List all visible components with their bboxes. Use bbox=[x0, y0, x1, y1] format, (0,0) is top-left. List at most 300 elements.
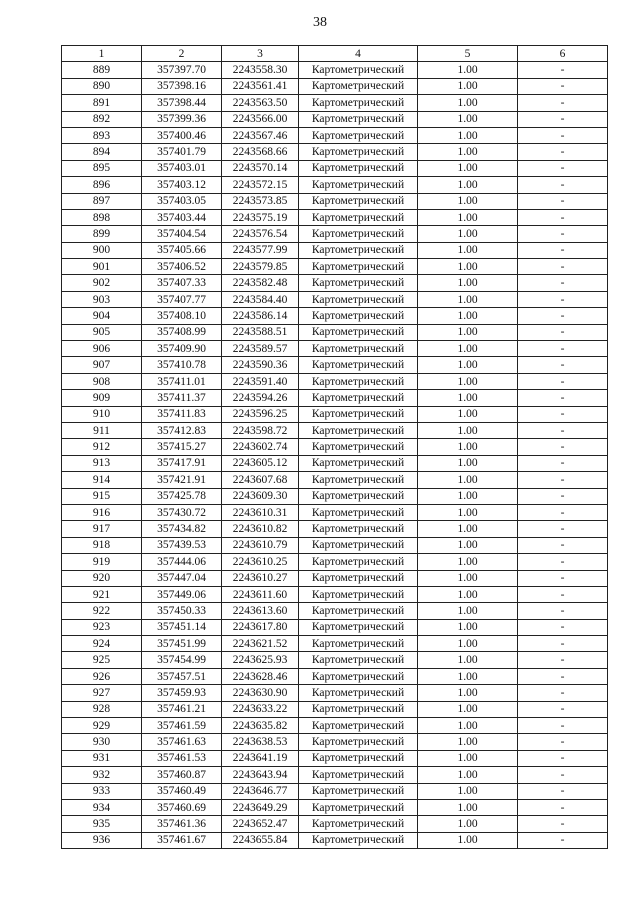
accuracy-cell: 1.00 bbox=[418, 636, 518, 652]
method-cell: Картометрический bbox=[299, 619, 418, 635]
accuracy-cell: 1.00 bbox=[418, 127, 518, 143]
note-cell: - bbox=[518, 177, 608, 193]
y-coordinate-cell: 2243572.15 bbox=[222, 177, 299, 193]
note-cell: - bbox=[518, 603, 608, 619]
accuracy-cell: 1.00 bbox=[418, 95, 518, 111]
table-row bbox=[62, 373, 608, 389]
y-coordinate-cell: 2243605.12 bbox=[222, 455, 299, 471]
table-header bbox=[62, 46, 608, 62]
y-coordinate-cell: 2243561.41 bbox=[222, 78, 299, 94]
method-cell: Картометрический bbox=[299, 636, 418, 652]
point-number-cell: 904 bbox=[62, 308, 142, 324]
y-coordinate-cell: 2243602.74 bbox=[222, 439, 299, 455]
note-cell: - bbox=[518, 62, 608, 78]
accuracy-cell: 1.00 bbox=[418, 291, 518, 307]
point-number-cell: 930 bbox=[62, 734, 142, 750]
note-cell: - bbox=[518, 259, 608, 275]
point-number-cell: 933 bbox=[62, 783, 142, 799]
point-number-cell: 900 bbox=[62, 242, 142, 258]
x-coordinate-cell: 357397.70 bbox=[142, 62, 222, 78]
method-cell: Картометрический bbox=[299, 455, 418, 471]
method-cell: Картометрический bbox=[299, 422, 418, 438]
method-cell: Картометрический bbox=[299, 799, 418, 815]
x-coordinate-cell: 357407.77 bbox=[142, 291, 222, 307]
accuracy-cell: 1.00 bbox=[418, 177, 518, 193]
method-cell: Картометрический bbox=[299, 291, 418, 307]
y-coordinate-cell: 2243584.40 bbox=[222, 291, 299, 307]
x-coordinate-cell: 357403.01 bbox=[142, 160, 222, 176]
x-coordinate-cell: 357405.66 bbox=[142, 242, 222, 258]
note-cell: - bbox=[518, 816, 608, 832]
note-cell: - bbox=[518, 209, 608, 225]
y-coordinate-cell: 2243641.19 bbox=[222, 750, 299, 766]
point-number-cell: 923 bbox=[62, 619, 142, 635]
point-number-cell: 899 bbox=[62, 226, 142, 242]
y-coordinate-cell: 2243590.36 bbox=[222, 357, 299, 373]
accuracy-cell: 1.00 bbox=[418, 701, 518, 717]
method-cell: Картометрический bbox=[299, 537, 418, 553]
method-cell: Картометрический bbox=[299, 603, 418, 619]
method-cell: Картометрический bbox=[299, 750, 418, 766]
method-cell: Картометрический bbox=[299, 488, 418, 504]
accuracy-cell: 1.00 bbox=[418, 619, 518, 635]
table-row bbox=[62, 242, 608, 258]
note-cell: - bbox=[518, 537, 608, 553]
x-coordinate-cell: 357461.21 bbox=[142, 701, 222, 717]
x-coordinate-cell: 357415.27 bbox=[142, 439, 222, 455]
table-row bbox=[62, 685, 608, 701]
x-coordinate-cell: 357444.06 bbox=[142, 554, 222, 570]
table-row bbox=[62, 144, 608, 160]
method-cell: Картометрический bbox=[299, 472, 418, 488]
note-cell: - bbox=[518, 799, 608, 815]
point-number-cell: 892 bbox=[62, 111, 142, 127]
x-coordinate-cell: 357412.83 bbox=[142, 422, 222, 438]
point-number-cell: 910 bbox=[62, 406, 142, 422]
method-cell: Картометрический bbox=[299, 111, 418, 127]
point-number-cell: 894 bbox=[62, 144, 142, 160]
y-coordinate-cell: 2243621.52 bbox=[222, 636, 299, 652]
x-coordinate-cell: 357449.06 bbox=[142, 586, 222, 602]
y-coordinate-cell: 2243646.77 bbox=[222, 783, 299, 799]
accuracy-cell: 1.00 bbox=[418, 373, 518, 389]
y-coordinate-cell: 2243567.46 bbox=[222, 127, 299, 143]
x-coordinate-cell: 357400.46 bbox=[142, 127, 222, 143]
accuracy-cell: 1.00 bbox=[418, 472, 518, 488]
accuracy-cell: 1.00 bbox=[418, 78, 518, 94]
x-coordinate-cell: 357408.99 bbox=[142, 324, 222, 340]
table-row bbox=[62, 422, 608, 438]
y-coordinate-cell: 2243582.48 bbox=[222, 275, 299, 291]
method-cell: Картометрический bbox=[299, 275, 418, 291]
point-number-cell: 935 bbox=[62, 816, 142, 832]
table-row bbox=[62, 177, 608, 193]
note-cell: - bbox=[518, 701, 608, 717]
accuracy-cell: 1.00 bbox=[418, 406, 518, 422]
table-row bbox=[62, 439, 608, 455]
note-cell: - bbox=[518, 308, 608, 324]
y-coordinate-cell: 2243638.53 bbox=[222, 734, 299, 750]
table-row bbox=[62, 619, 608, 635]
point-number-cell: 934 bbox=[62, 799, 142, 815]
note-cell: - bbox=[518, 734, 608, 750]
table-row bbox=[62, 734, 608, 750]
accuracy-cell: 1.00 bbox=[418, 603, 518, 619]
x-coordinate-cell: 357403.44 bbox=[142, 209, 222, 225]
method-cell: Картометрический bbox=[299, 406, 418, 422]
point-number-cell: 928 bbox=[62, 701, 142, 717]
table-row bbox=[62, 308, 608, 324]
point-number-cell: 931 bbox=[62, 750, 142, 766]
method-cell: Картометрический bbox=[299, 242, 418, 258]
table-row bbox=[62, 799, 608, 815]
note-cell: - bbox=[518, 750, 608, 766]
table-row bbox=[62, 816, 608, 832]
note-cell: - bbox=[518, 504, 608, 520]
page-number: 38 bbox=[313, 15, 327, 30]
method-cell: Картометрический bbox=[299, 144, 418, 160]
method-cell: Картометрический bbox=[299, 160, 418, 176]
method-cell: Картометрический bbox=[299, 193, 418, 209]
note-cell: - bbox=[518, 357, 608, 373]
method-cell: Картометрический bbox=[299, 78, 418, 94]
table-row bbox=[62, 701, 608, 717]
note-cell: - bbox=[518, 472, 608, 488]
x-coordinate-cell: 357461.63 bbox=[142, 734, 222, 750]
table-row bbox=[62, 259, 608, 275]
note-cell: - bbox=[518, 341, 608, 357]
x-coordinate-cell: 357408.10 bbox=[142, 308, 222, 324]
y-coordinate-cell: 2243643.94 bbox=[222, 767, 299, 783]
accuracy-cell: 1.00 bbox=[418, 537, 518, 553]
note-cell: - bbox=[518, 685, 608, 701]
header-row bbox=[62, 46, 608, 62]
y-coordinate-cell: 2243609.30 bbox=[222, 488, 299, 504]
y-coordinate-cell: 2243652.47 bbox=[222, 816, 299, 832]
point-number-cell: 924 bbox=[62, 636, 142, 652]
method-cell: Картометрический bbox=[299, 62, 418, 78]
method-cell: Картометрический bbox=[299, 226, 418, 242]
accuracy-cell: 1.00 bbox=[418, 242, 518, 258]
accuracy-cell: 1.00 bbox=[418, 111, 518, 127]
point-number-cell: 929 bbox=[62, 718, 142, 734]
table-row bbox=[62, 783, 608, 799]
method-cell: Картометрический bbox=[299, 586, 418, 602]
table-row bbox=[62, 95, 608, 111]
point-number-cell: 925 bbox=[62, 652, 142, 668]
accuracy-cell: 1.00 bbox=[418, 685, 518, 701]
method-cell: Картометрический bbox=[299, 816, 418, 832]
y-coordinate-cell: 2243598.72 bbox=[222, 422, 299, 438]
x-coordinate-cell: 357409.90 bbox=[142, 341, 222, 357]
y-coordinate-cell: 2243575.19 bbox=[222, 209, 299, 225]
x-coordinate-cell: 357454.99 bbox=[142, 652, 222, 668]
x-coordinate-cell: 357401.79 bbox=[142, 144, 222, 160]
method-cell: Картометрический bbox=[299, 652, 418, 668]
method-cell: Картометрический bbox=[299, 177, 418, 193]
table-row bbox=[62, 78, 608, 94]
note-cell: - bbox=[518, 275, 608, 291]
x-coordinate-cell: 357461.36 bbox=[142, 816, 222, 832]
x-coordinate-cell: 357460.69 bbox=[142, 799, 222, 815]
accuracy-cell: 1.00 bbox=[418, 521, 518, 537]
x-coordinate-cell: 357447.04 bbox=[142, 570, 222, 586]
x-coordinate-cell: 357411.37 bbox=[142, 390, 222, 406]
note-cell: - bbox=[518, 226, 608, 242]
note-cell: - bbox=[518, 521, 608, 537]
table-row bbox=[62, 472, 608, 488]
x-coordinate-cell: 357403.12 bbox=[142, 177, 222, 193]
accuracy-cell: 1.00 bbox=[418, 144, 518, 160]
point-number-cell: 918 bbox=[62, 537, 142, 553]
y-coordinate-cell: 2243570.14 bbox=[222, 160, 299, 176]
method-cell: Картометрический bbox=[299, 373, 418, 389]
table-row bbox=[62, 488, 608, 504]
point-number-cell: 927 bbox=[62, 685, 142, 701]
accuracy-cell: 1.00 bbox=[418, 718, 518, 734]
method-cell: Картометрический bbox=[299, 832, 418, 848]
accuracy-cell: 1.00 bbox=[418, 357, 518, 373]
y-coordinate-cell: 2243586.14 bbox=[222, 308, 299, 324]
y-coordinate-cell: 2243655.84 bbox=[222, 832, 299, 848]
table-row bbox=[62, 209, 608, 225]
point-number-cell: 936 bbox=[62, 832, 142, 848]
point-number-cell: 912 bbox=[62, 439, 142, 455]
note-cell: - bbox=[518, 406, 608, 422]
note-cell: - bbox=[518, 144, 608, 160]
accuracy-cell: 1.00 bbox=[418, 422, 518, 438]
point-number-cell: 932 bbox=[62, 767, 142, 783]
x-coordinate-cell: 357460.49 bbox=[142, 783, 222, 799]
point-number-cell: 889 bbox=[62, 62, 142, 78]
coordinates-table bbox=[61, 45, 608, 849]
column-header-5: 5 bbox=[418, 46, 518, 62]
method-cell: Картометрический bbox=[299, 718, 418, 734]
x-coordinate-cell: 357421.91 bbox=[142, 472, 222, 488]
column-header-3: 3 bbox=[222, 46, 299, 62]
x-coordinate-cell: 357411.83 bbox=[142, 406, 222, 422]
y-coordinate-cell: 2243589.57 bbox=[222, 341, 299, 357]
point-number-cell: 901 bbox=[62, 259, 142, 275]
y-coordinate-cell: 2243635.82 bbox=[222, 718, 299, 734]
accuracy-cell: 1.00 bbox=[418, 308, 518, 324]
accuracy-cell: 1.00 bbox=[418, 275, 518, 291]
accuracy-cell: 1.00 bbox=[418, 439, 518, 455]
point-number-cell: 906 bbox=[62, 341, 142, 357]
accuracy-cell: 1.00 bbox=[418, 160, 518, 176]
note-cell: - bbox=[518, 111, 608, 127]
note-cell: - bbox=[518, 767, 608, 783]
x-coordinate-cell: 357404.54 bbox=[142, 226, 222, 242]
table-body bbox=[62, 62, 608, 849]
note-cell: - bbox=[518, 439, 608, 455]
x-coordinate-cell: 357439.53 bbox=[142, 537, 222, 553]
y-coordinate-cell: 2243617.80 bbox=[222, 619, 299, 635]
accuracy-cell: 1.00 bbox=[418, 324, 518, 340]
x-coordinate-cell: 357430.72 bbox=[142, 504, 222, 520]
method-cell: Картометрический bbox=[299, 95, 418, 111]
accuracy-cell: 1.00 bbox=[418, 504, 518, 520]
method-cell: Картометрический bbox=[299, 259, 418, 275]
accuracy-cell: 1.00 bbox=[418, 62, 518, 78]
table-row bbox=[62, 718, 608, 734]
note-cell: - bbox=[518, 586, 608, 602]
note-cell: - bbox=[518, 160, 608, 176]
accuracy-cell: 1.00 bbox=[418, 209, 518, 225]
table-row bbox=[62, 357, 608, 373]
method-cell: Картометрический bbox=[299, 357, 418, 373]
x-coordinate-cell: 357425.78 bbox=[142, 488, 222, 504]
point-number-cell: 921 bbox=[62, 586, 142, 602]
note-cell: - bbox=[518, 291, 608, 307]
y-coordinate-cell: 2243633.22 bbox=[222, 701, 299, 717]
method-cell: Картометрический bbox=[299, 390, 418, 406]
y-coordinate-cell: 2243610.27 bbox=[222, 570, 299, 586]
y-coordinate-cell: 2243610.79 bbox=[222, 537, 299, 553]
point-number-cell: 926 bbox=[62, 668, 142, 684]
accuracy-cell: 1.00 bbox=[418, 832, 518, 848]
table-row bbox=[62, 193, 608, 209]
y-coordinate-cell: 2243610.31 bbox=[222, 504, 299, 520]
table-row bbox=[62, 554, 608, 570]
table-row bbox=[62, 406, 608, 422]
x-coordinate-cell: 357410.78 bbox=[142, 357, 222, 373]
method-cell: Картометрический bbox=[299, 701, 418, 717]
point-number-cell: 919 bbox=[62, 554, 142, 570]
x-coordinate-cell: 357417.91 bbox=[142, 455, 222, 471]
method-cell: Картометрический bbox=[299, 341, 418, 357]
point-number-cell: 897 bbox=[62, 193, 142, 209]
table-row bbox=[62, 570, 608, 586]
column-header-1: 1 bbox=[62, 46, 142, 62]
point-number-cell: 908 bbox=[62, 373, 142, 389]
method-cell: Картометрический bbox=[299, 127, 418, 143]
note-cell: - bbox=[518, 652, 608, 668]
table-row bbox=[62, 603, 608, 619]
point-number-cell: 922 bbox=[62, 603, 142, 619]
note-cell: - bbox=[518, 324, 608, 340]
x-coordinate-cell: 357451.14 bbox=[142, 619, 222, 635]
point-number-cell: 909 bbox=[62, 390, 142, 406]
table-row bbox=[62, 504, 608, 520]
note-cell: - bbox=[518, 668, 608, 684]
column-header-2: 2 bbox=[142, 46, 222, 62]
table-row bbox=[62, 455, 608, 471]
accuracy-cell: 1.00 bbox=[418, 554, 518, 570]
point-number-cell: 914 bbox=[62, 472, 142, 488]
table-row bbox=[62, 390, 608, 406]
point-number-cell: 896 bbox=[62, 177, 142, 193]
y-coordinate-cell: 2243610.25 bbox=[222, 554, 299, 570]
accuracy-cell: 1.00 bbox=[418, 783, 518, 799]
point-number-cell: 903 bbox=[62, 291, 142, 307]
note-cell: - bbox=[518, 488, 608, 504]
method-cell: Картометрический bbox=[299, 324, 418, 340]
x-coordinate-cell: 357399.36 bbox=[142, 111, 222, 127]
x-coordinate-cell: 357460.87 bbox=[142, 767, 222, 783]
y-coordinate-cell: 2243630.90 bbox=[222, 685, 299, 701]
y-coordinate-cell: 2243625.93 bbox=[222, 652, 299, 668]
note-cell: - bbox=[518, 718, 608, 734]
y-coordinate-cell: 2243649.29 bbox=[222, 799, 299, 815]
point-number-cell: 920 bbox=[62, 570, 142, 586]
table-row bbox=[62, 537, 608, 553]
table-row bbox=[62, 324, 608, 340]
method-cell: Картометрический bbox=[299, 504, 418, 520]
method-cell: Картометрический bbox=[299, 685, 418, 701]
y-coordinate-cell: 2243607.68 bbox=[222, 472, 299, 488]
x-coordinate-cell: 357451.99 bbox=[142, 636, 222, 652]
table-row bbox=[62, 226, 608, 242]
method-cell: Картометрический bbox=[299, 570, 418, 586]
point-number-cell: 913 bbox=[62, 455, 142, 471]
y-coordinate-cell: 2243613.60 bbox=[222, 603, 299, 619]
method-cell: Картометрический bbox=[299, 767, 418, 783]
point-number-cell: 916 bbox=[62, 504, 142, 520]
y-coordinate-cell: 2243594.26 bbox=[222, 390, 299, 406]
column-header-4: 4 bbox=[299, 46, 418, 62]
y-coordinate-cell: 2243573.85 bbox=[222, 193, 299, 209]
note-cell: - bbox=[518, 554, 608, 570]
y-coordinate-cell: 2243611.60 bbox=[222, 586, 299, 602]
accuracy-cell: 1.00 bbox=[418, 488, 518, 504]
table-row bbox=[62, 832, 608, 848]
x-coordinate-cell: 357406.52 bbox=[142, 259, 222, 275]
note-cell: - bbox=[518, 193, 608, 209]
x-coordinate-cell: 357398.44 bbox=[142, 95, 222, 111]
note-cell: - bbox=[518, 78, 608, 94]
x-coordinate-cell: 357461.59 bbox=[142, 718, 222, 734]
accuracy-cell: 1.00 bbox=[418, 341, 518, 357]
point-number-cell: 891 bbox=[62, 95, 142, 111]
accuracy-cell: 1.00 bbox=[418, 668, 518, 684]
point-number-cell: 890 bbox=[62, 78, 142, 94]
x-coordinate-cell: 357434.82 bbox=[142, 521, 222, 537]
point-number-cell: 905 bbox=[62, 324, 142, 340]
accuracy-cell: 1.00 bbox=[418, 226, 518, 242]
y-coordinate-cell: 2243591.40 bbox=[222, 373, 299, 389]
accuracy-cell: 1.00 bbox=[418, 570, 518, 586]
table-row bbox=[62, 586, 608, 602]
point-number-cell: 893 bbox=[62, 127, 142, 143]
y-coordinate-cell: 2243566.00 bbox=[222, 111, 299, 127]
table-row bbox=[62, 62, 608, 78]
x-coordinate-cell: 357398.16 bbox=[142, 78, 222, 94]
method-cell: Картометрический bbox=[299, 308, 418, 324]
method-cell: Картометрический bbox=[299, 521, 418, 537]
note-cell: - bbox=[518, 373, 608, 389]
table-row bbox=[62, 767, 608, 783]
note-cell: - bbox=[518, 570, 608, 586]
note-cell: - bbox=[518, 832, 608, 848]
note-cell: - bbox=[518, 455, 608, 471]
table-row bbox=[62, 291, 608, 307]
point-number-cell: 915 bbox=[62, 488, 142, 504]
accuracy-cell: 1.00 bbox=[418, 799, 518, 815]
table-row bbox=[62, 127, 608, 143]
note-cell: - bbox=[518, 619, 608, 635]
note-cell: - bbox=[518, 390, 608, 406]
point-number-cell: 911 bbox=[62, 422, 142, 438]
method-cell: Картометрический bbox=[299, 439, 418, 455]
x-coordinate-cell: 357407.33 bbox=[142, 275, 222, 291]
method-cell: Картометрический bbox=[299, 209, 418, 225]
y-coordinate-cell: 2243579.85 bbox=[222, 259, 299, 275]
note-cell: - bbox=[518, 636, 608, 652]
note-cell: - bbox=[518, 422, 608, 438]
point-number-cell: 898 bbox=[62, 209, 142, 225]
y-coordinate-cell: 2243576.54 bbox=[222, 226, 299, 242]
